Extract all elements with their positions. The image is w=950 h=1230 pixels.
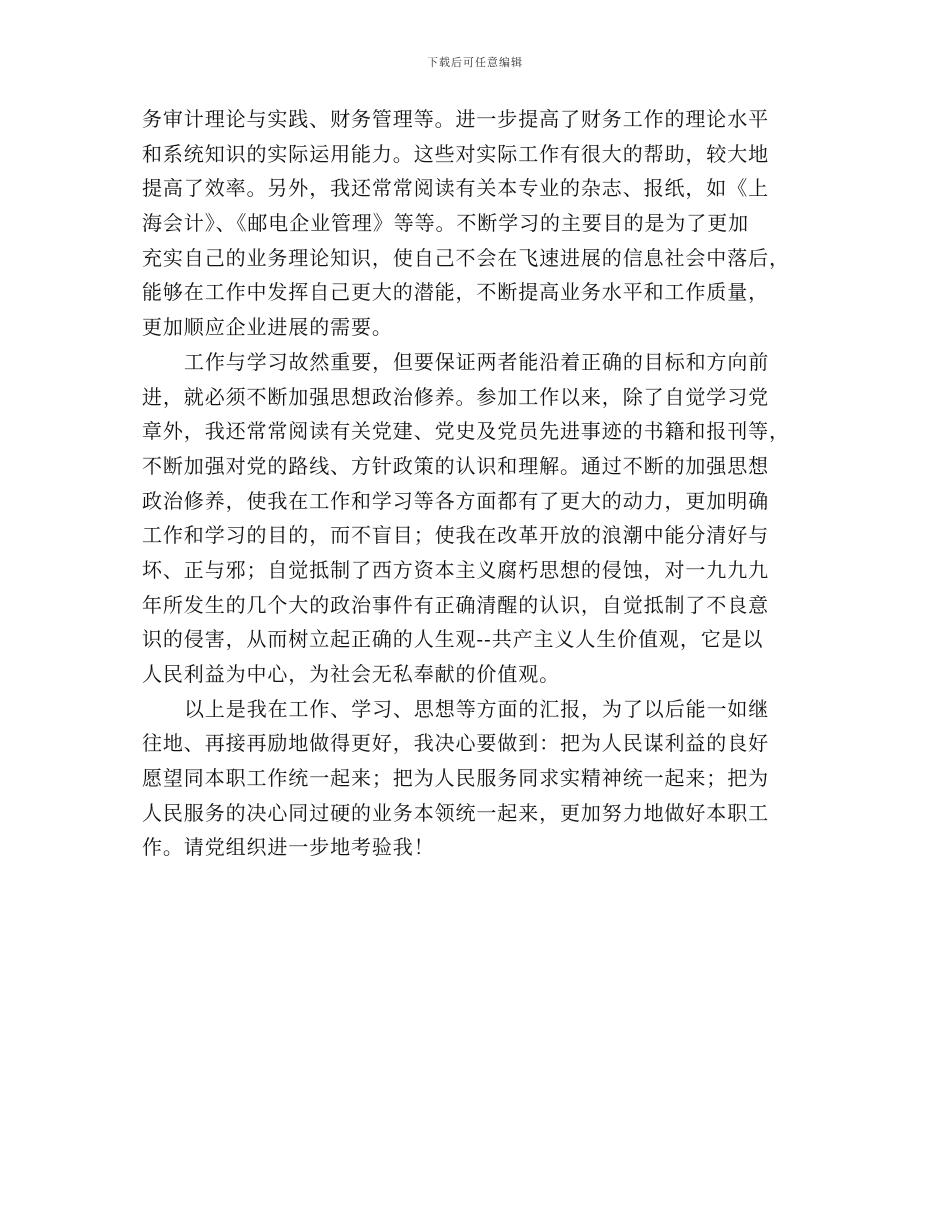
text-line: 政治修养，使我在工作和学习等各方面都有了更大的动力，更加明确 bbox=[142, 488, 769, 513]
text-line: 识的侵害，从而树立起正确的人生观--共产主义人生价值观，它是以 bbox=[142, 627, 764, 652]
text-line: 年所发生的几个大的政治事件有正确清醒的认识，自觉抵制了不良意 bbox=[142, 592, 769, 617]
text-line: 以上是我在工作、学习、思想等方面的汇报，为了以后能一如继 bbox=[184, 696, 770, 721]
text-line: 充实自己的业务理论知识，使自己不会在飞速进展的信息社会中落后， bbox=[142, 245, 790, 270]
text-line: 更加顺应企业进展的需要。 bbox=[142, 315, 393, 340]
text-line: 作。请党组织进一步地考验我！ bbox=[142, 835, 435, 860]
text-line: 工作与学习故然重要，但要保证两者能沿着正确的目标和方向前 bbox=[184, 349, 770, 374]
text-line: 工作和学习的目的，而不盲目；使我在改革开放的浪潮中能分清好与 bbox=[142, 523, 769, 548]
text-line: 人民服务的决心同过硬的业务本领统一起来，更加努力地做好本职工 bbox=[142, 800, 769, 825]
text-line: 人民利益为中心，为社会无私奉献的价值观。 bbox=[142, 662, 560, 686]
paragraph-2 bbox=[142, 345, 802, 692]
text-line: 不断加强对党的路线、方针政策的认识和理解。通过不断的加强思想 bbox=[142, 453, 769, 478]
text-line: 提高了效率。另外，我还常常阅读有关本专业的杂志、报纸，如《上 bbox=[142, 176, 769, 201]
text-line: 坏、正与邪；自觉抵制了西方资本主义腐朽思想的侵蚀，对一九九九 bbox=[142, 557, 769, 582]
document-body bbox=[142, 102, 802, 865]
paragraph-3 bbox=[142, 692, 802, 865]
text-line: 务审计理论与实践、财务管理等。进一步提高了财务工作的理论水平 bbox=[142, 107, 769, 131]
text-line: 愿望同本职工作统一起来；把为人民服务同求实精神统一起来；把为 bbox=[142, 766, 769, 791]
text-line: 章外，我还常常阅读有关党建、党史及党员先进事迹的书籍和报刊等， bbox=[142, 419, 790, 444]
text-line: 和系统知识的实际运用能力。这些对实际工作有很大的帮助，较大地 bbox=[142, 141, 769, 166]
text-line: 能够在工作中发挥自己更大的潜能，不断提高业务水平和工作质量， bbox=[142, 280, 769, 305]
text-line: 海会计》、《邮电企业管理》等等。不断学习的主要目的是为了更加 bbox=[142, 211, 749, 236]
text-line: 进，就必须不断加强思想政治修养。参加工作以来，除了自觉学习党 bbox=[142, 384, 769, 409]
text-line: 往地、再接再励地做得更好，我决心要做到：把为人民谋利益的良好 bbox=[142, 731, 769, 756]
paragraph-1 bbox=[142, 102, 802, 345]
header-note: 下载后可任意编辑 bbox=[427, 56, 523, 69]
